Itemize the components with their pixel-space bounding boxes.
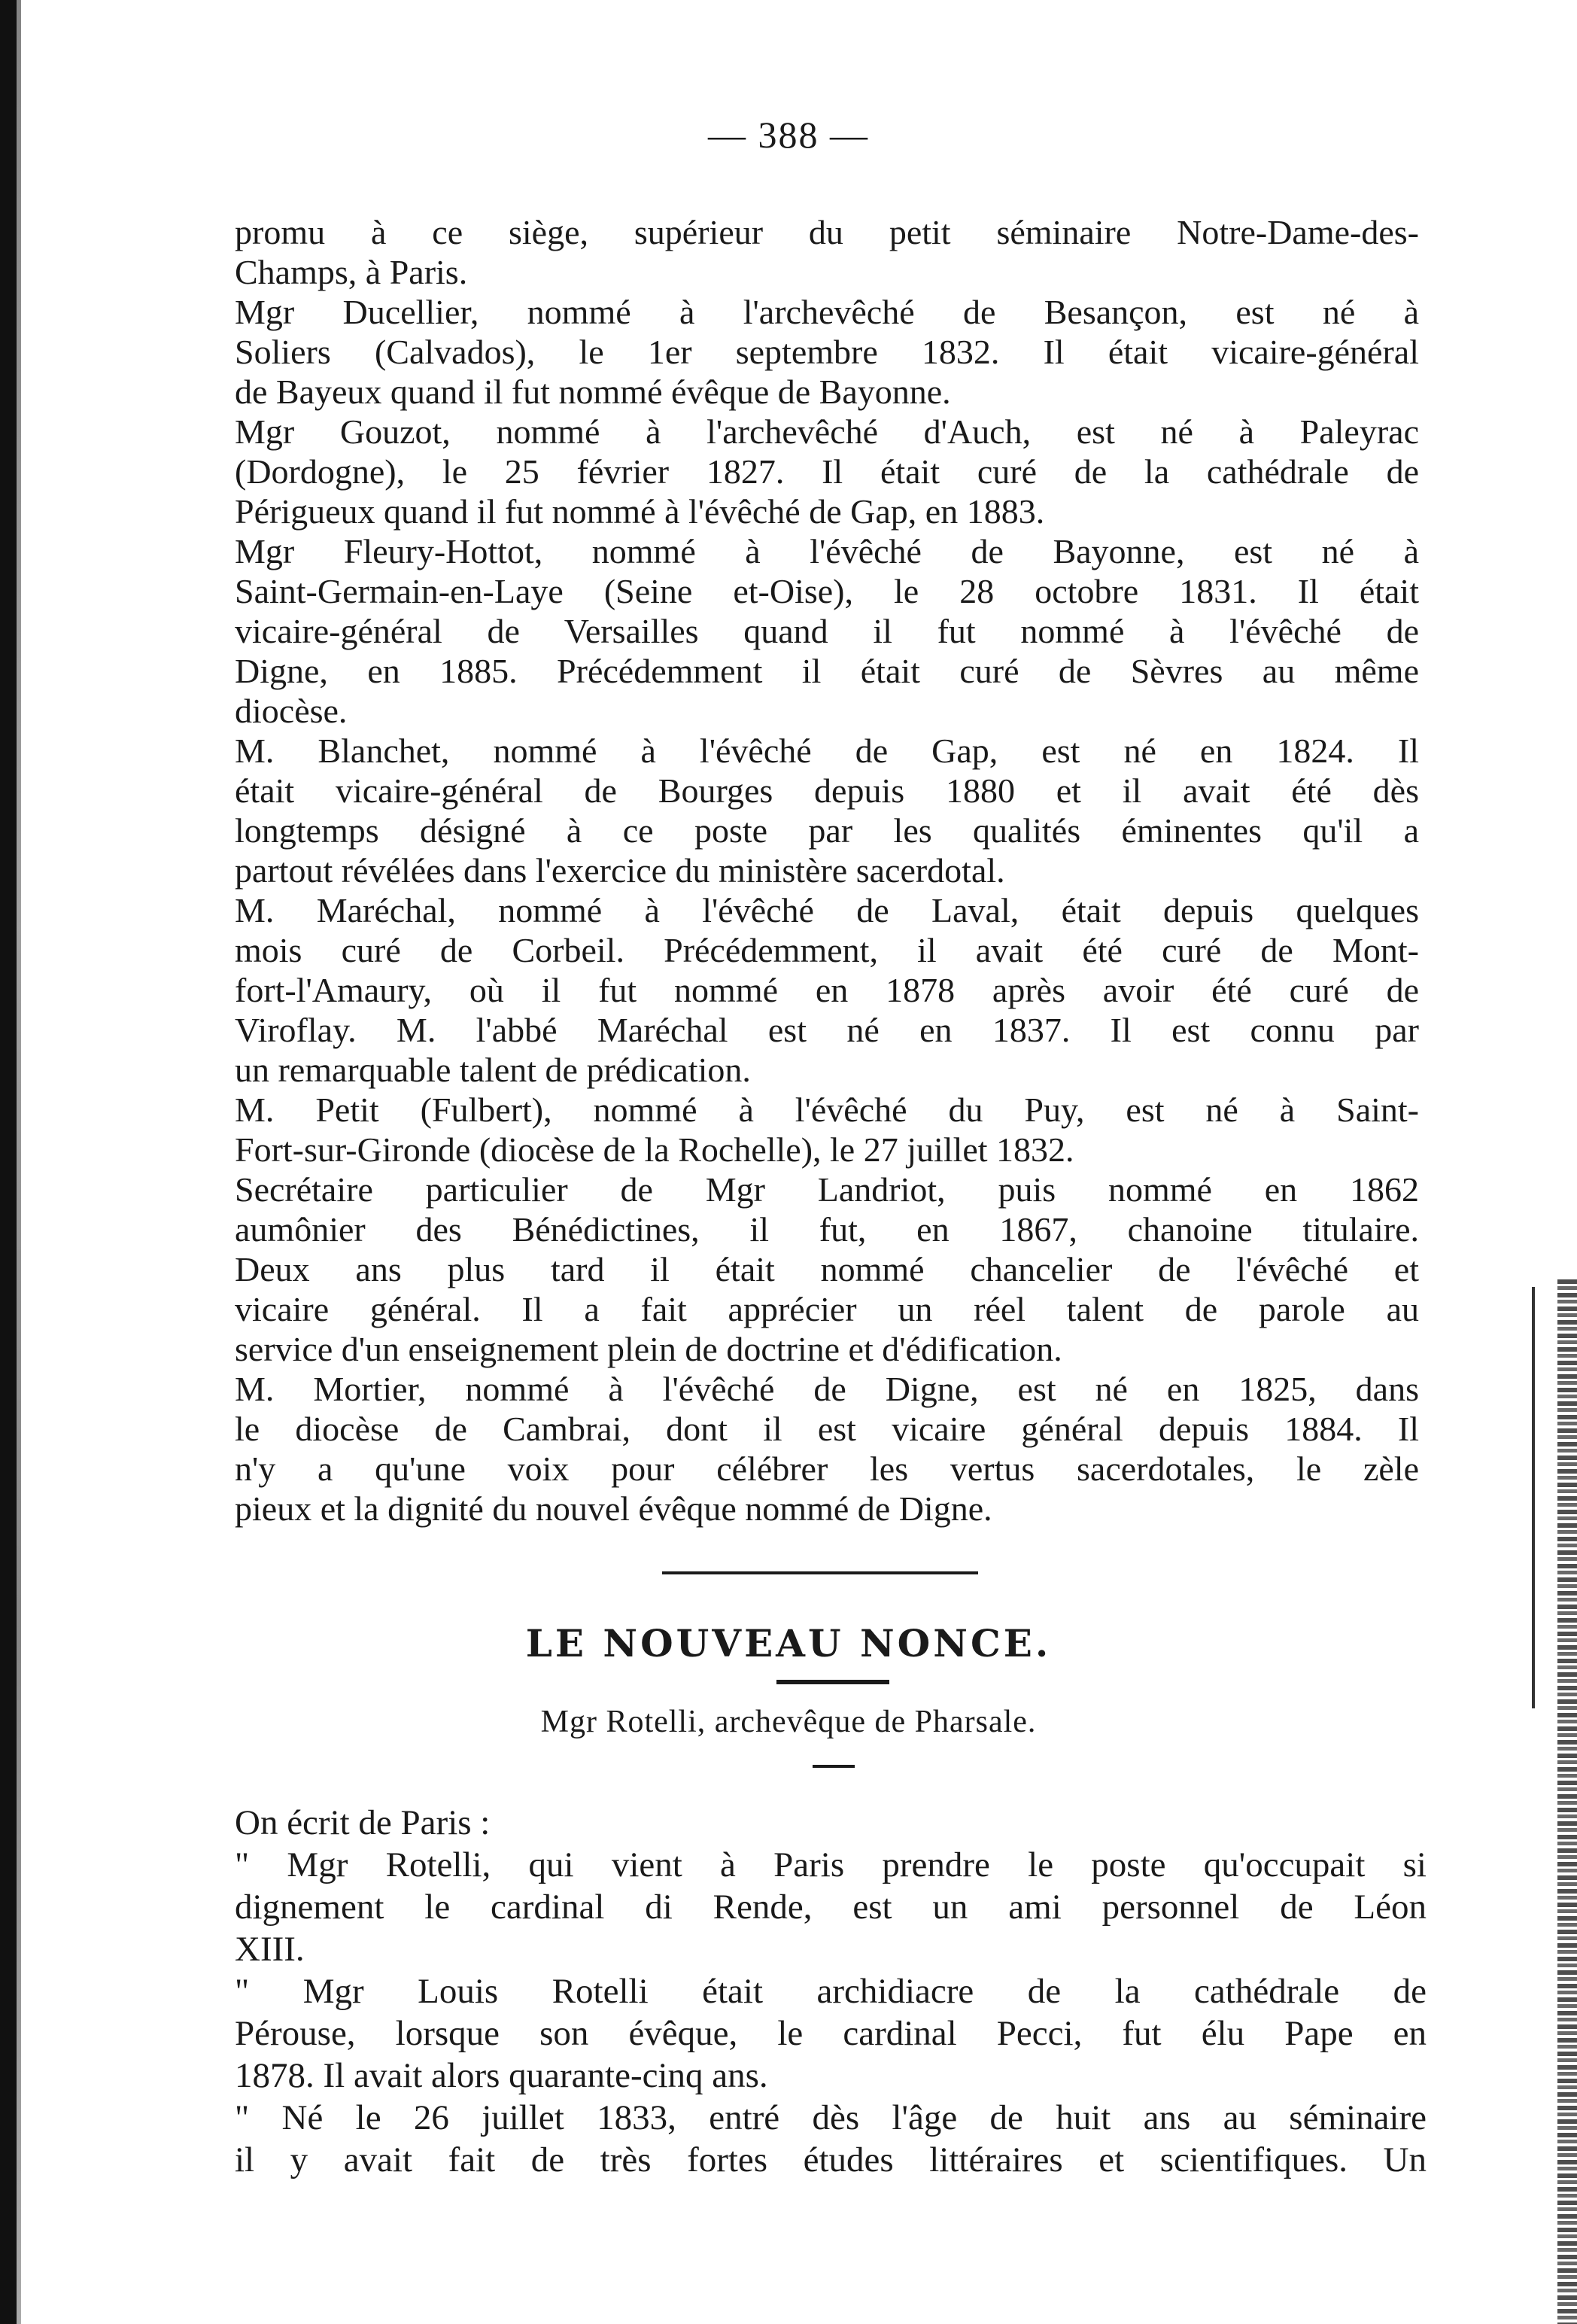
text-line: Pérouse, lorsque son évêque, le cardinal Pecci, fut élu Pape en — [235, 2014, 1427, 2053]
text-line: pieux et la dignité du nouvel évêque nommé de Digne. — [235, 1489, 992, 1528]
text-line: vicaire-général de Versailles quand il fut nommé à l'évêché de — [235, 612, 1419, 650]
text-line: longtemps désigné à ce poste par les qualités éminentes qu'il a — [235, 811, 1419, 850]
text-line: mois curé de Corbeil. Précédemment, il avait été curé de Mont- — [235, 931, 1419, 969]
text-line: M. Maréchal, nommé à l'évêché de Laval, était depuis quelques — [235, 891, 1419, 929]
text-line: fort-l'Amaury, où il fut nommé en 1878 après avoir été curé de — [235, 971, 1419, 1009]
text-line: promu à ce siège, supérieur du petit séminaire Notre-Dame-des- — [235, 213, 1419, 251]
text-line: " Mgr Louis Rotelli était archidiacre de la cathédrale de — [235, 1972, 1427, 2011]
text-line: de Bayeux quand il fut nommé évêque de Bayonne. — [235, 373, 951, 411]
scan-left-edge — [0, 0, 17, 2324]
text-line: le diocèse de Cambrai, dont il est vicaire général depuis 1884. Il — [235, 1410, 1419, 1448]
text-line: Mgr Fleury-Hottot, nommé à l'évêché de Bayonne, est né à — [235, 532, 1419, 570]
title-underline — [776, 1680, 889, 1684]
text-line: dignement le cardinal di Rende, est un ami personnel de Léon — [235, 1887, 1427, 1927]
text-line: aumônier des Bénédictines, il fut, en 1867, chanoine titulaire. — [235, 1210, 1419, 1249]
article-text-top — [235, 212, 1419, 1529]
subtitle-dash — [813, 1765, 855, 1768]
text-line: (Dordogne), le 25 février 1827. Il était curé de la cathédrale de — [235, 452, 1419, 491]
text-line: il y avait fait de très fortes études littéraires et scientifiques. Un — [235, 2140, 1427, 2180]
text-line: M. Mortier, nommé à l'évêché de Digne, est né en 1825, dans — [235, 1370, 1419, 1408]
text-line: Secrétaire particulier de Mgr Landriot, puis nommé en 1862 — [235, 1170, 1419, 1209]
text-line: n'y a qu'une voix pour célébrer les vertus sacerdotales, le zèle — [235, 1449, 1419, 1488]
text-line: 1878. Il avait alors quarante-cinq ans. — [235, 2056, 768, 2095]
text-line: Mgr Gouzot, nommé à l'archevêché d'Auch, est né à Paleyrac — [235, 412, 1419, 451]
text-line: Fort-sur-Gironde (diocèse de la Rochelle), le 27 juillet 1832. — [235, 1130, 1074, 1169]
text-line: " Mgr Rotelli, qui vient à Paris prendre le poste qu'occupait si — [235, 1845, 1427, 1884]
page-number: — 388 — — [708, 114, 869, 156]
text-line: était vicaire-général de Bourges depuis 1880 et il avait été dès — [235, 771, 1419, 810]
text-line: M. Petit (Fulbert), nommé à l'évêché du Puy, est né à Saint- — [235, 1091, 1419, 1129]
text-line: Mgr Ducellier, nommé à l'archevêché de Besançon, est né à — [235, 293, 1419, 331]
article-text-bottom — [235, 1802, 1427, 2181]
scan-left-shadow — [17, 0, 21, 2324]
text-line: service d'un enseignement plein de doctrine et d'édification. — [235, 1330, 1062, 1368]
text-line: Champs, à Paris. — [235, 253, 468, 291]
text-line: Digne, en 1885. Précédemment il était curé de Sèvres au même — [235, 652, 1419, 690]
text-line: M. Blanchet, nommé à l'évêché de Gap, est né en 1824. Il — [235, 732, 1419, 770]
text-line: vicaire général. Il a fait apprécier un réel talent de parole au — [235, 1290, 1419, 1328]
text-line: Saint-Germain-en-Laye (Seine et-Oise), le 28 octobre 1831. Il était — [235, 572, 1419, 610]
scan-right-edge — [1557, 1279, 1577, 2324]
text-line: partout révélées dans l'exercice du ministère sacerdotal. — [235, 851, 1005, 890]
section-divider — [662, 1571, 978, 1574]
section-subtitle: Mgr Rotelli, archevêque de Pharsale. — [540, 1705, 1037, 1739]
section-title: LE NOUVEAU NONCE. — [525, 1621, 1052, 1665]
text-line: un remarquable talent de prédication. — [235, 1051, 751, 1089]
text-line: Soliers (Calvados), le 1er septembre 1832. Il était vicaire-général — [235, 333, 1419, 371]
text-line: Viroflay. M. l'abbé Maréchal est né en 1837. Il est connu par — [235, 1011, 1419, 1049]
text-line: Périgueux quand il fut nommé à l'évêché de Gap, en 1883. — [235, 492, 1045, 531]
text-line: XIII. — [235, 1930, 305, 1969]
text-line: " Né le 26 juillet 1833, entré dès l'âge de huit ans au séminaire — [235, 2098, 1427, 2137]
text-line: On écrit de Paris : — [235, 1803, 491, 1842]
text-line: Deux ans plus tard il était nommé chancelier de l'évêché et — [235, 1250, 1419, 1288]
text-line: diocèse. — [235, 692, 348, 730]
